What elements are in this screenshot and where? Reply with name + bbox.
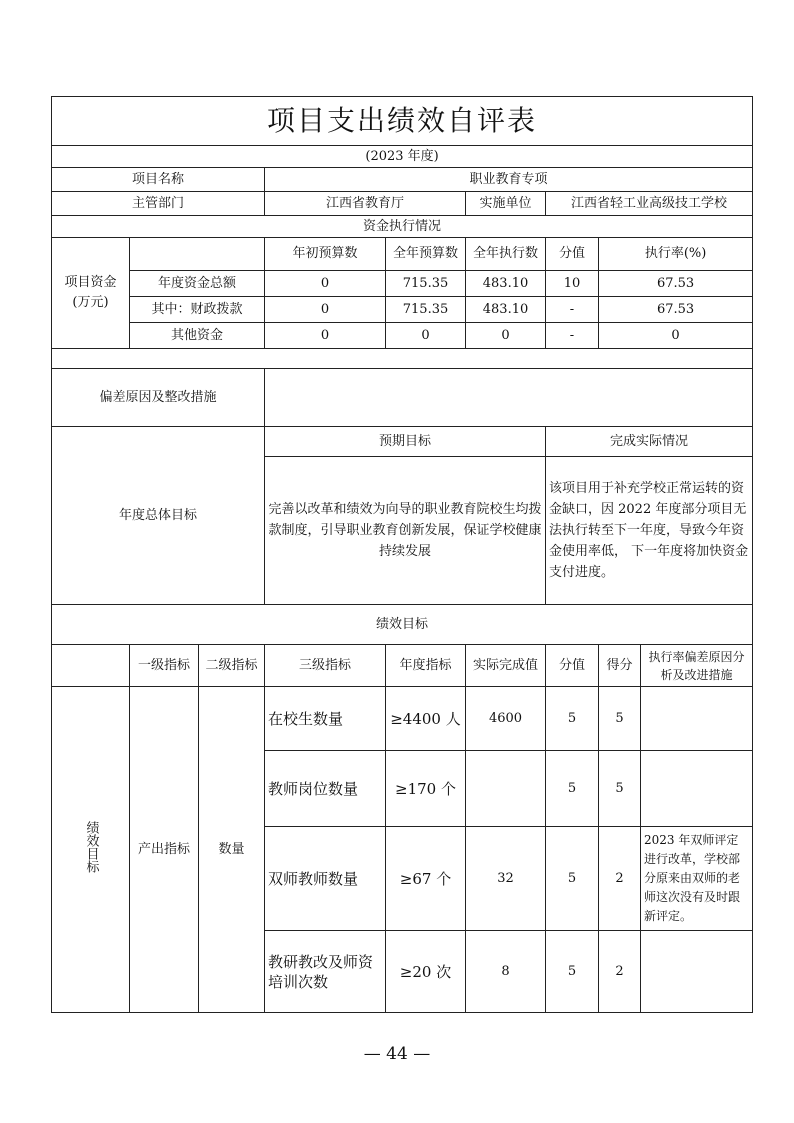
evaluation-table [51,96,753,1013]
dept-label: 主管部门 [52,192,265,216]
perf-row-score: 5 [546,931,599,1013]
expected-goal-text: 完善以改革和绩效为向导的职业教育院校生均拨款制度，引导职业教育创新发展，保证学校健康持续发展 [265,457,546,605]
funds-row-label [52,238,130,349]
funds-cell: 10 [546,271,599,297]
funds-cell: - [546,323,599,349]
perf-row-score: 5 [546,687,599,751]
funds-header-3: 全年执行数 [466,238,546,271]
perf-header-blank [52,645,130,687]
perf-row-name: 双师教师数量 [265,827,386,931]
perf-group-label-text: 绩效目标 [83,821,99,873]
perf-row-note [641,687,753,751]
funds-cell: - [546,297,599,323]
funds-cell: 715.35 [386,271,466,297]
expected-goal-header: 预期目标 [265,427,546,457]
funds-cell: 483.10 [466,297,546,323]
deviation-value [265,369,753,427]
funds-cell: 0 [599,323,753,349]
funds-header-4: 分值 [546,238,599,271]
performance-section-title: 绩效目标 [52,605,753,645]
perf-row-note: 2023 年双师评定进行改革，学校部分原来由双师的老师这次没有及时跟新评定。 [641,827,753,931]
deviation-label: 偏差原因及整改措施 [52,369,265,427]
perf-row-name: 教师岗位数量 [265,751,386,827]
funds-row-label-line1: 项目资金 [64,275,117,290]
dept-value: 江西省教育厅 [265,192,466,216]
perf-header-2: 二级指标 [199,645,265,687]
unit-label: 实施单位 [466,192,546,216]
perf-header-3: 三级指标 [265,645,386,687]
unit-value: 江西省轻工业高级技工学校 [546,192,753,216]
perf-row-note [641,931,753,1013]
annual-goal-label: 年度总体目标 [52,427,265,605]
project-name-label: 项目名称 [52,168,265,192]
perf-header-7: 得分 [599,645,641,687]
perf-header-1: 一级指标 [130,645,199,687]
funds-row-label-line2: (万元) [72,295,109,310]
perf-header-6: 分值 [546,645,599,687]
perf-level2: 数量 [199,687,265,1013]
spacer-row [52,349,753,369]
perf-row-note [641,751,753,827]
perf-row-name: 在校生数量 [265,687,386,751]
perf-row-target: ≥67 个 [386,827,466,931]
perf-row-got: 2 [599,827,641,931]
perf-group-label [52,687,130,1013]
page-title: 项目支出绩效自评表 [52,97,753,146]
funds-cell: 67.53 [599,297,753,323]
funds-header-1: 年初预算数 [265,238,386,271]
page-number: — 44 — [363,1044,431,1064]
project-name-value: 职业教育专项 [265,168,753,192]
funds-cell: 0 [265,271,386,297]
funds-header-blank [130,238,265,271]
perf-header-5: 实际完成值 [466,645,546,687]
funds-section-title: 资金执行情况 [52,216,753,238]
funds-cell: 0 [265,323,386,349]
perf-row-actual: 8 [466,931,546,1013]
perf-row-target: ≥170 个 [386,751,466,827]
perf-row-target: ≥4400 人 [386,687,466,751]
perf-row-score: 5 [546,827,599,931]
perf-row-got: 2 [599,931,641,1013]
perf-row-got: 5 [599,687,641,751]
year-label: (2023 年度) [52,146,753,168]
perf-row-score: 5 [546,751,599,827]
perf-header-4: 年度指标 [386,645,466,687]
funds-cell: 67.53 [599,271,753,297]
perf-header-8: 执行率偏差原因分析及改进措施 [641,645,753,687]
funds-cell: 0 [466,323,546,349]
perf-row-name: 教研教改及师资培训次数 [265,931,386,1013]
actual-status-text: 该项目用于补充学校正常运转的资金缺口，因 2022 年度部分项目无法执行转至下一年度，导致今年资金使用率低， 下一年度将加快资金支付进度。 [546,457,753,605]
perf-row-got: 5 [599,751,641,827]
funds-cell: 483.10 [466,271,546,297]
evaluation-form [51,96,752,1013]
actual-status-header: 完成实际情况 [546,427,753,457]
funds-row-label-other: 其他资金 [130,323,265,349]
perf-level1: 产出指标 [130,687,199,1013]
perf-row-target: ≥20 次 [386,931,466,1013]
funds-row-label-fiscal: 其中：财政拨款 [130,297,265,323]
funds-row-label-total: 年度资金总额 [130,271,265,297]
perf-row-actual: 32 [466,827,546,931]
perf-row-actual [466,751,546,827]
funds-cell: 0 [386,323,466,349]
funds-cell: 715.35 [386,297,466,323]
funds-cell: 0 [265,297,386,323]
perf-row-actual: 4600 [466,687,546,751]
funds-header-2: 全年预算数 [386,238,466,271]
funds-header-5: 执行率(%) [599,238,753,271]
